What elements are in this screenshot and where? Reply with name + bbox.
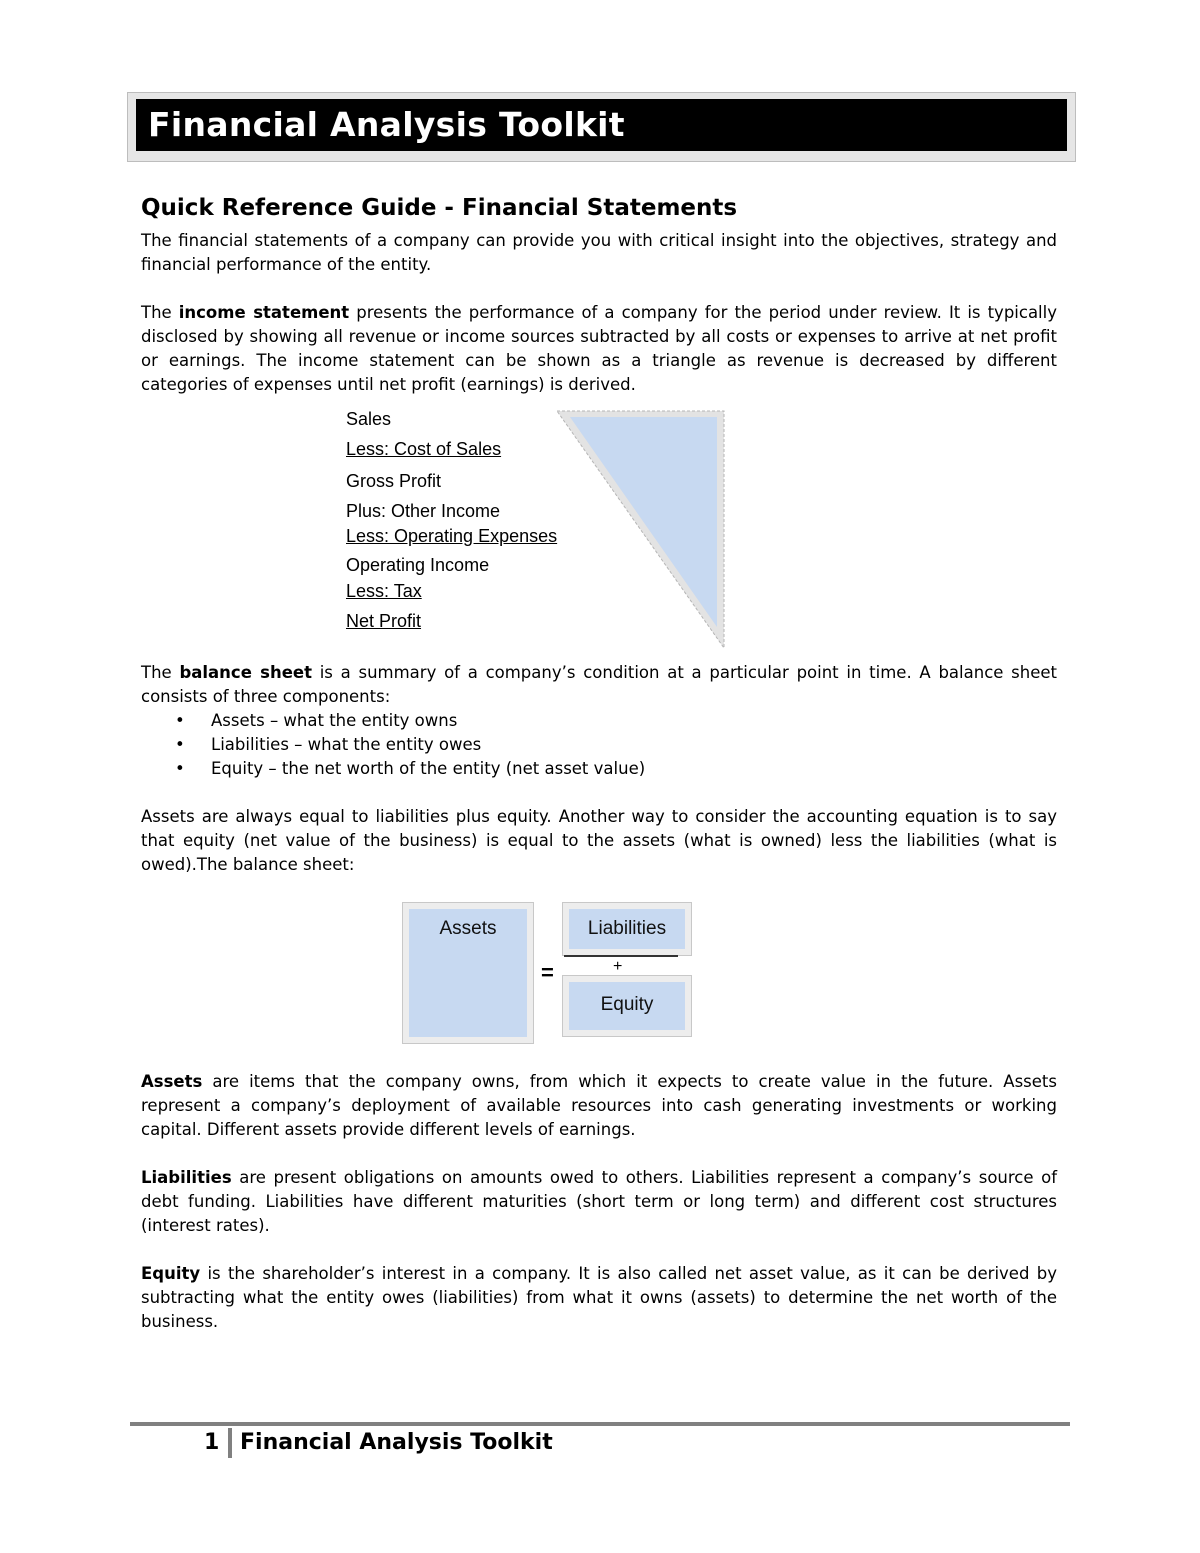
assets-definition — [141, 1070, 1057, 1142]
is-line-gross-profit: Gross Profit — [346, 471, 442, 491]
equity-definition-text — [141, 1262, 1057, 1334]
balance-sheet-term: balance sheet — [179, 663, 312, 682]
income-statement-text — [141, 301, 1057, 397]
list-item — [141, 757, 1057, 781]
bullet-icon: • — [175, 759, 185, 778]
plus-sign: + — [613, 958, 623, 975]
page-number: 1 — [204, 1430, 220, 1455]
income-prefix: The — [141, 303, 179, 322]
balance-sheet-body: is a summary of a company’s condition at a particular point in time. A balance sheet consists of three components: — [141, 663, 1057, 706]
equity-definition-body: is the shareholder’s interest in a company. It is also called net asset value, as it can be derived by subtracting what the entity owes (liabilities) from what it owns (assets) to determine the net worth of the business. — [141, 1264, 1057, 1331]
balance-sheet-text — [141, 661, 1057, 709]
bullet-icon: • — [175, 735, 185, 754]
is-line-net-profit: Net Profit — [346, 611, 422, 631]
liabilities-term: Liabilities — [141, 1168, 232, 1187]
page-heading: Quick Reference Guide - Financial Statements — [141, 195, 738, 221]
liabilities-box — [562, 902, 692, 956]
footer-title: Financial Analysis Toolkit — [240, 1430, 553, 1455]
is-line-other-income: Plus: Other Income — [346, 501, 501, 521]
document-title: Financial Analysis Toolkit — [148, 105, 625, 144]
header-bar — [136, 99, 1067, 151]
assets-term: Assets — [141, 1072, 203, 1091]
income-statement-body: presents the performance of a company for the period under review. It is typically disclosed by showing all revenue or income sources subtracted by all costs or expenses to arrive at net profit or earnings. The income statement can be shown as a triangle as revenue is decreased by different categories of expenses until net profit (earnings) is derived. — [141, 303, 1057, 394]
liabilities-definition — [141, 1166, 1057, 1238]
bullet-icon: • — [175, 711, 185, 730]
intro-text: The financial statements of a company can provide you with critical insight into the objectives, strategy and financial performance of the entity. — [141, 231, 1057, 274]
components-list — [141, 709, 1057, 781]
list-item — [141, 709, 1057, 733]
footer-separator — [228, 1428, 232, 1458]
income-statement-term: income statement — [178, 303, 350, 322]
assets-box-fill — [409, 909, 527, 1037]
liabilities-definition-body: are present obligations on amounts owed to others. Liabilities represent a company’s source of debt funding. Liabilities have different maturities (short term or long term) and different cost structures (interest rates). — [141, 1168, 1057, 1235]
footer-rule — [130, 1422, 1070, 1426]
component-assets: Assets – what the entity owns — [211, 711, 458, 730]
component-equity: Equity – the net worth of the entity (net asset value) — [211, 759, 646, 778]
liabilities-box-fill — [569, 909, 685, 949]
component-liabilities: Liabilities – what the entity owes — [211, 735, 482, 754]
assets-definition-body: are items that the company owns, from which it expects to create value in the future. Assets represent a company’s deployment of available resources into cash generating investments or working capital. Different assets provide different levels of earnings. — [141, 1072, 1057, 1139]
is-line-sales: Sales — [346, 409, 392, 429]
liabilities-definition-text — [141, 1166, 1057, 1238]
intro-paragraph — [141, 229, 1057, 277]
assets-definition-text — [141, 1070, 1057, 1142]
equity-definition — [141, 1262, 1057, 1334]
is-line-tax: Less: Tax — [346, 581, 422, 601]
liabilities-label: Liabilities — [587, 918, 667, 939]
balance-prefix: The — [141, 663, 180, 682]
equity-label: Equity — [600, 994, 654, 1015]
income-triangle — [550, 405, 735, 655]
assets-box — [402, 902, 534, 1044]
is-line-cost-of-sales: Less: Cost of Sales — [346, 439, 502, 459]
equation-divider — [564, 955, 678, 957]
is-line-operating-expenses: Less: Operating Expenses — [346, 526, 558, 546]
income-statement-paragraph — [141, 301, 1057, 397]
assets-label: Assets — [439, 918, 497, 939]
is-line-operating-income: Operating Income — [346, 555, 490, 575]
equity-term: Equity — [141, 1264, 201, 1283]
equation-text: Assets are always equal to liabilities plus equity. Another way to consider the accounting equation is to say that equity (net value of the business) is equal to the assets (what is owned) less the liabilities (what is owed).The balance sheet: — [141, 807, 1057, 874]
balance-sheet-paragraph — [141, 661, 1057, 781]
equals-sign: = — [541, 960, 554, 985]
equation-paragraph — [141, 805, 1057, 877]
header-banner — [127, 92, 1076, 162]
equity-box-fill — [569, 982, 685, 1030]
equity-box — [562, 975, 692, 1037]
list-item — [141, 733, 1057, 757]
